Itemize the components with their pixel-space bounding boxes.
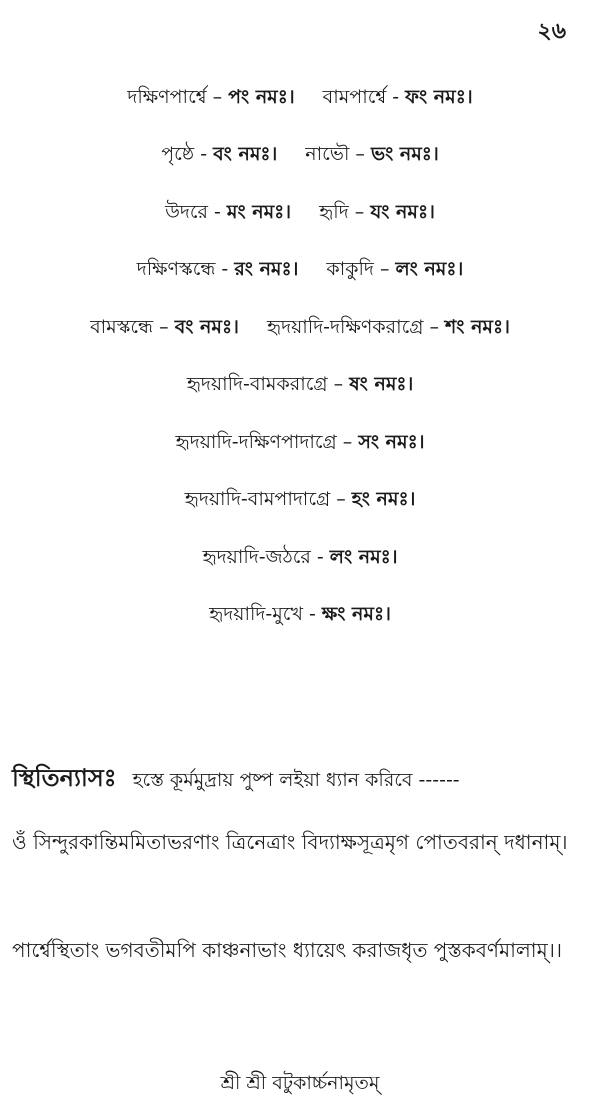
nyasa-pair [319, 198, 435, 230]
nyasa-pair [305, 140, 438, 172]
nyasa-mantra: হং নমঃ। [351, 488, 416, 511]
nyasa-mantra: লং নমঃ। [395, 258, 464, 281]
nyasa-location: বামপার্শ্বে - [322, 85, 400, 108]
page-number: ২৬ [537, 19, 566, 44]
nyasa-pair [267, 313, 510, 345]
nyasa-line [0, 588, 600, 646]
nyasa-pair [165, 198, 291, 230]
nyasa-mantra: মং নমঃ। [226, 200, 292, 223]
nyasa-mantra: রং নমঃ। [234, 258, 299, 281]
nyasa-location: হৃদি – [319, 200, 365, 223]
nyasa-line [0, 530, 600, 588]
nyasa-mantra: ক্ষং নমঃ। [321, 603, 391, 626]
nyasa-location: হৃদয়াদি-দক্ষিণকরাগ্রে – [266, 315, 439, 338]
nyasa-pair [127, 83, 294, 115]
nyasa-mantra: বং নমঃ। [213, 143, 278, 166]
nyasa-mantra: লং নমঃ। [329, 545, 398, 568]
nyasa-mantra: বং নমঃ। [174, 315, 239, 338]
nyasa-location: হৃদয়াদি-বামপাদাগ্রে – [184, 488, 346, 511]
nyasa-location: হৃদয়াদি-বামকরাগ্রে – [186, 373, 344, 396]
nyasa-mantra: সং নমঃ। [358, 430, 425, 453]
nyasa-location: হৃদয়াদি-মুখে - [209, 603, 316, 626]
nyasa-pair [161, 140, 277, 172]
nyasa-pair [176, 428, 425, 460]
section-instruction: হস্তে কূর্মমুদ্রায় পুষ্প লইয়া ধ্যান করিবে ------ [132, 769, 460, 791]
nyasa-location: পৃষ্ঠে - [161, 143, 208, 166]
footer-title: শ্রী শ্রী বটুকার্চ্চনামৃতম্ [220, 1072, 380, 1094]
nyasa-location: হৃদয়াদি-জঠরে - [202, 545, 324, 568]
nyasa-line [0, 185, 600, 243]
nyasa-pair [90, 313, 239, 345]
nyasa-pair [326, 255, 463, 287]
nyasa-mantra: ষং নমঃ। [349, 373, 414, 396]
nyasa-location: বামস্কন্ধে – [90, 315, 169, 338]
dhyana-verse-2: পার্শ্বেস্থিতাং ভগবতীমপি কাঞ্চনাভাং ধ্যায়েৎ করাজধৃত পুস্তকবর্ণমালাম্।। [12, 938, 562, 962]
nyasa-line [0, 70, 600, 128]
nyasa-pair [202, 543, 397, 575]
nyasa-location: কাকুদি – [326, 258, 390, 281]
nyasa-pair [187, 370, 414, 402]
nyasa-pair [137, 255, 299, 287]
nyasa-pair [209, 600, 391, 632]
nyasa-line [0, 358, 600, 416]
nyasa-line [0, 300, 600, 358]
nyasa-line [0, 473, 600, 531]
nyasa-mantra: পং নমঃ। [228, 85, 295, 108]
nyasa-mantra: ফং নমঃ। [405, 85, 473, 108]
nyasa-mantra: ভং নমঃ। [370, 143, 439, 166]
nyasa-pair [323, 83, 473, 115]
section-heading [12, 760, 588, 800]
nyasa-location: নাভৌ – [305, 143, 365, 166]
nyasa-line [0, 243, 600, 301]
nyasa-mantra: যং নমঃ। [370, 200, 435, 223]
nyasa-location: দক্ষিণস্কন্ধে - [136, 258, 229, 281]
nyasa-location: হৃদয়াদি-দক্ষিণপাদাগ্রে – [175, 430, 353, 453]
nyasa-location: দক্ষিণপার্শ্বে – [127, 85, 223, 108]
nyasa-location: উদরে - [165, 200, 221, 223]
nyasa-line [0, 128, 600, 186]
section-term: স্থিতিন্যাসঃ [12, 764, 117, 792]
nyasa-line [0, 415, 600, 473]
nyasa-list [0, 70, 600, 645]
nyasa-pair [185, 485, 416, 517]
nyasa-mantra: শং নমঃ। [445, 315, 510, 338]
dhyana-verse-1: ওঁ সিন্দুরকান্তিমমিতাভরণাং ত্রিনেত্রাং বিদ্যাক্ষসূত্রমৃগ পোতবরান্ দধানাম্। [12, 830, 568, 854]
